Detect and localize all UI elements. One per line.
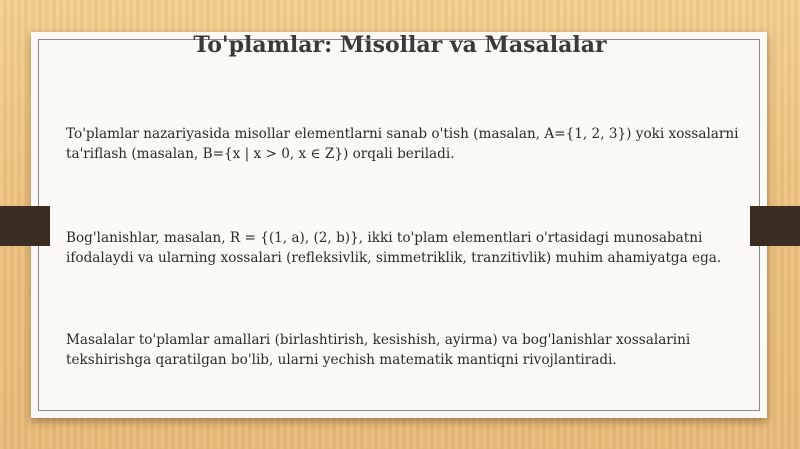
- paragraph-examples: To'plamlar nazariyasida misollar elementlarni sanab o'tish (masalan, A={1, 2, 3}) yoki xossalarni ta'riflash (masalan, B={x | x > 0, x ∈ Z}) orqali beriladi.: [66, 126, 739, 162]
- paragraph-relations: Bog'lanishlar, masalan, R = {(1, a), (2, b)}, ikki to'plam elementlari o'rtasidagi munosabatni ifodalaydi va ularning xossalari (refleksivlik, simmetriklik, tranzitivlik) muhim ahamiyatga ega.: [66, 230, 722, 266]
- paragraph-problems: Masalalar to'plamlar amallari (birlashtirish, kesishish, ayirma) va bog'lanishlar xossalarini tekshirishga qaratilgan bo'lib, ularni yechish matematik mantiqni rivojlantiradi.: [66, 332, 691, 368]
- slide-title: To'plamlar: Misollar va Masalalar: [193, 32, 607, 58]
- left-tab-marker: [0, 206, 50, 246]
- right-tab-marker: [750, 206, 800, 246]
